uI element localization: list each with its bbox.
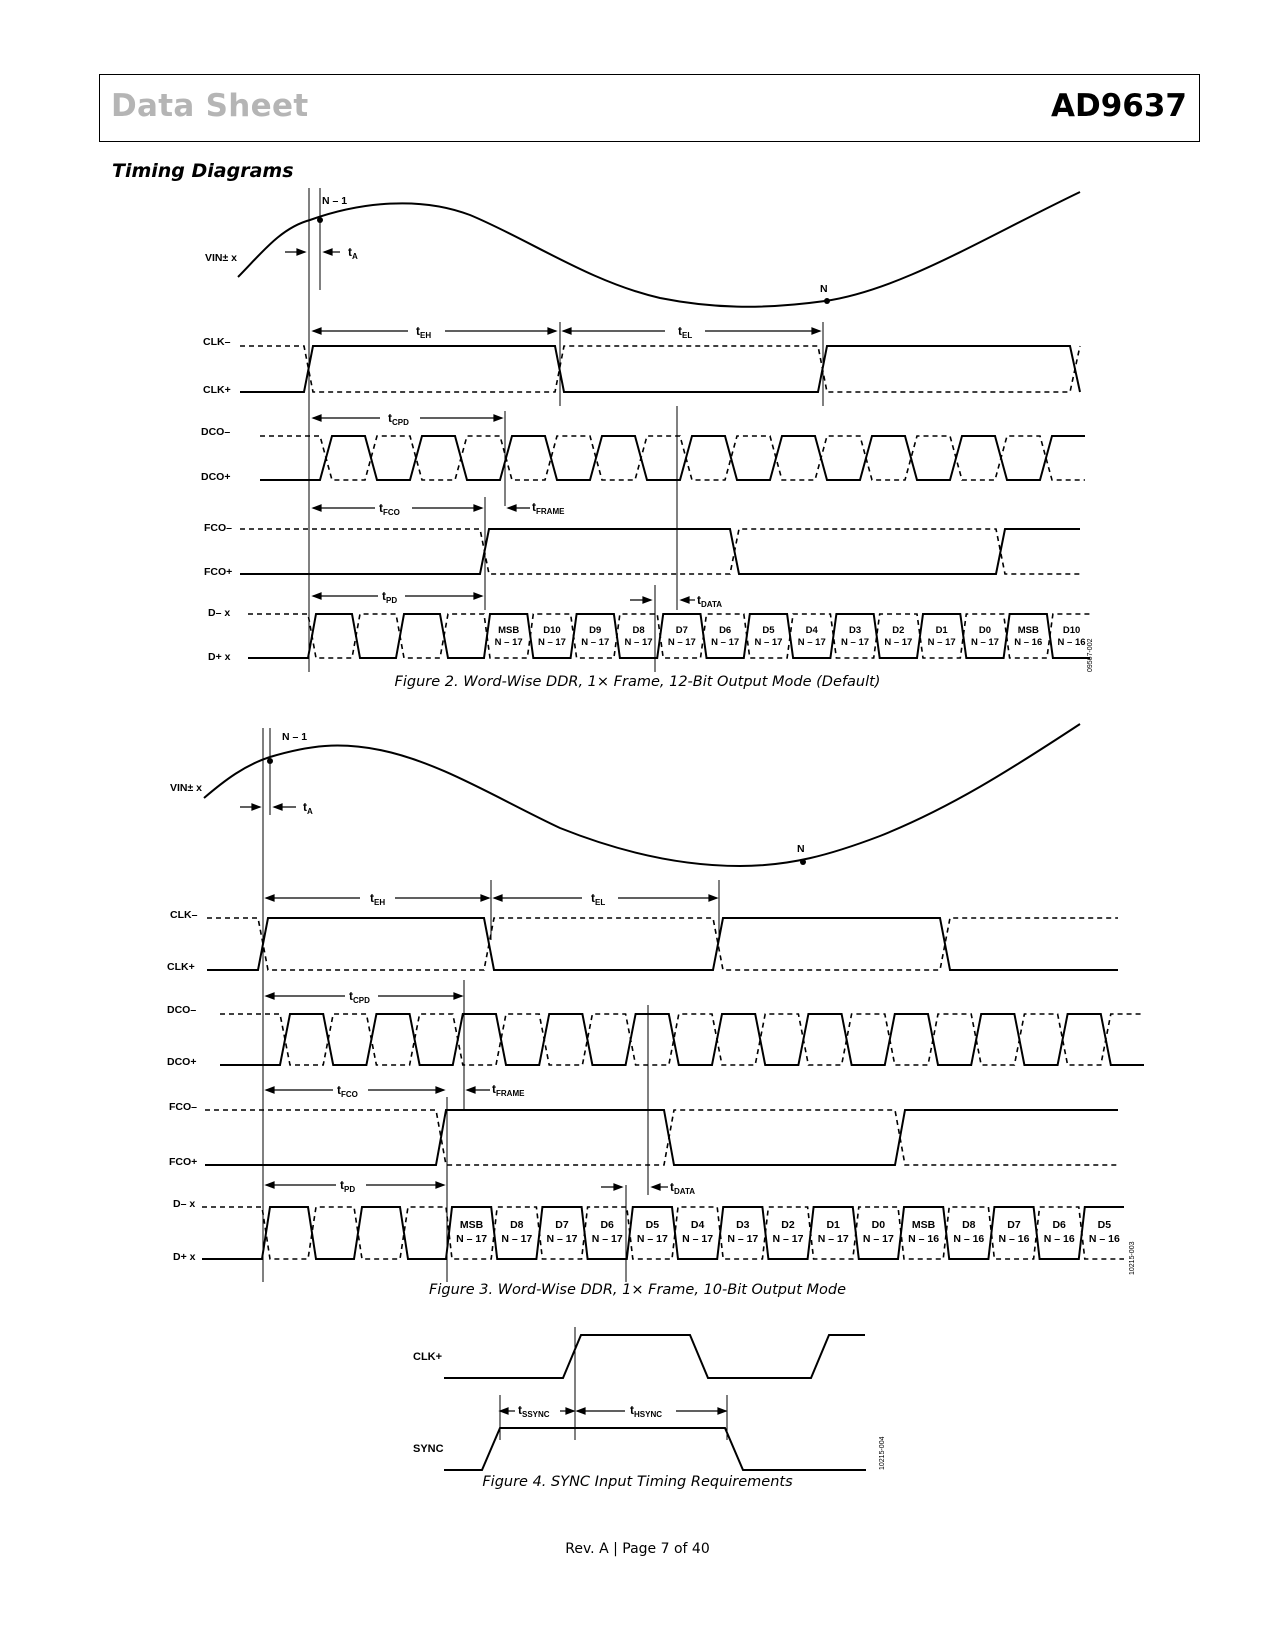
data-bit-label: MSB (498, 625, 520, 636)
data-bit-sample: N – 17 (711, 637, 740, 648)
f2-t-eh: $t_{EH}$ (416, 324, 432, 340)
vin-waveform (238, 192, 1080, 307)
page-header (99, 74, 1200, 142)
data-bit-label: MSB (911, 1219, 936, 1231)
f3-sample-n: N (797, 843, 805, 855)
f3-t-data: $t_{DATA}$ (670, 1180, 696, 1196)
f2-sample-n: N (820, 283, 828, 295)
f3-label-clk-plus: CLK+ (167, 961, 195, 973)
data-bit-label: D6 (1052, 1219, 1066, 1231)
data-bit-label: D5 (762, 625, 775, 636)
data-bit-label: D4 (690, 1219, 705, 1231)
data-bit-label: D3 (736, 1219, 750, 1231)
data-bit-sample: N – 16 (953, 1233, 985, 1245)
data-bit-label: D3 (848, 625, 862, 636)
figure-4-caption: Figure 4. SYNC Input Timing Requirements (482, 1474, 793, 1490)
f3-label-d-minus: D– x (173, 1198, 196, 1210)
f2-label-clk-plus: CLK+ (203, 384, 231, 396)
header-part-number: AD9637 (1050, 88, 1187, 124)
f2-t-data: $t_{DATA}$ (697, 593, 723, 609)
data-bit-label: D7 (555, 1219, 569, 1231)
f4-t-ssync: $t_{SSYNC}$ (518, 1403, 550, 1419)
data-bit-sample: N – 17 (727, 1233, 759, 1245)
f3-label-fco-minus: FCO– (169, 1101, 198, 1113)
data-bit-label: D10 (1062, 625, 1081, 636)
f2-t-cpd: $t_{CPD}$ (388, 411, 409, 427)
data-bit-sample: N – 17 (667, 637, 696, 648)
f3-label-vin: VIN± x (170, 782, 203, 794)
f3-label-dco-plus: DCO+ (167, 1056, 197, 1068)
f3-t-frame: $t_{FRAME}$ (492, 1082, 525, 1098)
f4-t-hsync: $t_{HSYNC}$ (630, 1403, 663, 1419)
f2-t-pd: $t_{PD}$ (382, 589, 398, 605)
figure-3-caption: Figure 3. Word-Wise DDR, 1× Frame, 10-Bit Output Mode (429, 1282, 846, 1298)
f3-t-el: $t_{EL}$ (591, 891, 606, 907)
data-bit-sample: N – 17 (624, 637, 653, 648)
f2-label-fco-plus: FCO+ (204, 566, 233, 578)
f4-label-clk-plus: CLK+ (413, 1351, 443, 1363)
f3-code: 10215-003 (1129, 1241, 1136, 1275)
data-bit-label: D2 (781, 1219, 795, 1231)
f2-label-d-minus: D– x (208, 607, 231, 619)
data-bit-sample: N – 16 (908, 1233, 940, 1245)
data-bit-label: D8 (510, 1219, 524, 1231)
f2-t-a: $t_A$ (348, 245, 358, 261)
f3-t-fco: $t_{FCO}$ (337, 1083, 358, 1099)
data-bit-sample: N – 17 (581, 637, 610, 648)
data-bit-label: D10 (543, 625, 561, 636)
data-bit-sample: N – 17 (927, 637, 956, 648)
f4-code: 10215-004 (879, 1436, 886, 1470)
data-bit-label: MSB (459, 1219, 484, 1231)
f3-t-eh: $t_{EH}$ (370, 891, 386, 907)
data-bit-sample: N – 17 (884, 637, 913, 648)
data-bit-sample: N – 16 (998, 1233, 1030, 1245)
f2-label-dco-minus: DCO– (201, 426, 231, 438)
data-bit-sample: N – 17 (754, 637, 783, 648)
f2-t-frame: $t_{FRAME}$ (532, 500, 565, 516)
data-bit-sample: N – 17 (862, 1233, 894, 1245)
f2-sample-n-1: N – 1 (322, 195, 348, 207)
data-bit-label: MSB (1017, 625, 1039, 636)
f2-t-el: $t_{EL}$ (678, 324, 693, 340)
data-bit-label: D8 (962, 1219, 976, 1231)
data-bit-sample: N – 17 (636, 1233, 668, 1245)
data-bit-label: D0 (871, 1219, 886, 1231)
data-bit-label: D1 (826, 1219, 840, 1231)
f3-label-fco-plus: FCO+ (169, 1156, 198, 1168)
f3-label-clk-minus: CLK– (170, 909, 198, 921)
f3-label-dco-minus: DCO– (167, 1004, 197, 1016)
data-bit-label: D9 (589, 625, 602, 636)
data-bit-sample: N – 16 (1014, 637, 1043, 648)
data-bit-sample: N – 17 (970, 637, 999, 648)
data-bit-sample: N – 17 (456, 1233, 488, 1245)
f3-label-d-plus: D+ x (173, 1251, 196, 1263)
data-bit-sample: N – 17 (772, 1233, 804, 1245)
figure-2-caption: Figure 2. Word-Wise DDR, 1× Frame, 12-Bit Output Mode (Default) (394, 674, 881, 690)
data-bit-sample: N – 17 (591, 1233, 623, 1245)
data-bit-sample: N – 17 (817, 1233, 849, 1245)
data-bit-sample: N – 17 (797, 637, 826, 648)
data-bit-sample: N – 17 (501, 1233, 533, 1245)
data-bit-label: D7 (675, 625, 688, 636)
f3-sample-n-1: N – 1 (282, 731, 308, 743)
f3-t-a: $t_A$ (303, 800, 313, 816)
data-bit-label: D6 (719, 625, 732, 636)
data-bit-label: D7 (1007, 1219, 1021, 1231)
data-bit-label: D5 (1097, 1219, 1112, 1231)
header-doc-type: Data Sheet (111, 88, 309, 124)
data-bit-label: D0 (978, 625, 992, 636)
f4-label-sync: SYNC (413, 1443, 444, 1455)
vin-waveform (204, 724, 1080, 866)
f2-label-vin: VIN± x (205, 252, 238, 264)
f3-t-pd: $t_{PD}$ (340, 1178, 356, 1194)
f3-t-cpd: $t_{CPD}$ (349, 989, 370, 1005)
data-bit-label: D4 (805, 625, 818, 636)
data-bit-sample: N – 17 (546, 1233, 578, 1245)
data-bit-sample: N – 16 (1043, 1233, 1075, 1245)
data-bit-label: D2 (892, 625, 905, 636)
f2-code: 09567-002 (1087, 638, 1094, 672)
f2-label-d-plus: D+ x (208, 651, 231, 663)
data-bit-sample: N – 16 (1057, 637, 1086, 648)
data-bit-label: D5 (645, 1219, 660, 1231)
data-bit-label: D1 (935, 625, 948, 636)
f2-label-fco-minus: FCO– (204, 522, 233, 534)
f2-label-dco-plus: DCO+ (201, 471, 231, 483)
data-bit-sample: N – 17 (537, 637, 566, 648)
data-bit-sample: N – 17 (494, 637, 523, 648)
section-title: Timing Diagrams (112, 160, 294, 182)
data-bit-label: D6 (600, 1219, 614, 1231)
data-bit-sample: N – 17 (841, 637, 870, 648)
f2-t-fco: $t_{FCO}$ (379, 501, 400, 517)
f2-label-clk-minus: CLK– (203, 336, 231, 348)
data-bit-sample: N – 17 (682, 1233, 714, 1245)
data-bit-label: D8 (632, 625, 645, 636)
page-footer: Rev. A | Page 7 of 40 (565, 1541, 710, 1557)
data-bit-sample: N – 16 (1088, 1233, 1120, 1245)
